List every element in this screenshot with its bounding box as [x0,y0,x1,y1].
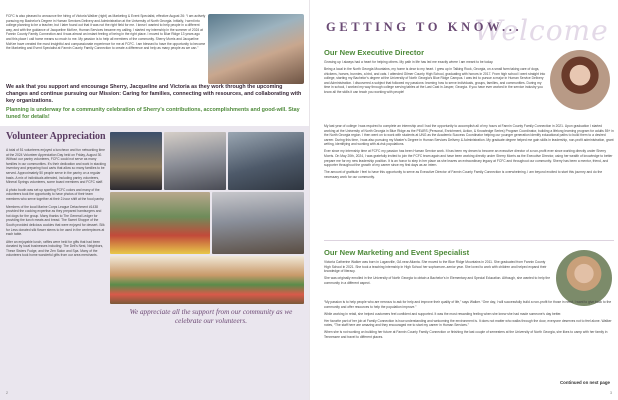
page-title: GETTING TO KNOW... [326,20,523,34]
director-paragraph: My last year of college I was required to complete an internship and I had the opportunity to accomplish all of my hours at Fannin County Family Connection in 2021. Upon graduation I started working at the University of North Georgia in Blue Ridge as the PEARS (Personal, Enrichment, Action, & Knowledge Series) Program Coordinator, building a lifelong learning program for adults 55+ in the North Georgia region. I then went on to work with students at UNG as the Academic Success Coordinator helping our younger generation identify educational paths to build them to a desired career. During this time, I was also pursuing my Master’s Degree in Human Services Delivery & Administration. My graduate degree helped me gain skills in leadership, non-profit administration, grant writing, identifying and working with at-risk populations. [324,124,614,147]
director-title: Our New Executive Director [324,48,425,57]
welcome-script: Welcome [474,14,609,47]
marketing-paragraph: “My passion is to help people who are nervous to ask for help and improve their quality of life,” says Walker. “One day, I will successfully build a non-profit for those in need. I want to give back to the community and offer resources to help the population improve.” [324,300,612,309]
volunteer-photo [212,192,304,254]
director-paragraph: The amount of gratitude I feel to have this opportunity to serve as Executive Director of Fannin County Family Connection is overwhelming. I am beyond excited to start this journey and do the necessary work for our community. [324,170,603,179]
marketing-text-top [324,260,552,288]
volunteer-quote: We appreciate all the support from our community as we celebrate our volunteers. [129,308,293,325]
volunteer-photo [110,192,210,254]
director-paragraph: Growing up I always had a heart for helping others. My path in life has led me exactly where I am meant to be today. [324,60,494,64]
marketing-title: Our New Marketing and Event Specialist [324,248,470,257]
volunteer-photo [228,132,304,190]
callout-green: Planning is underway for a community celebration of Sherry’s contributions, accomplishments and good-will. Stay tuned for details! [6,107,300,120]
callout [6,84,304,121]
page-number: 3 [610,391,612,395]
director-portrait [550,50,610,110]
marketing-paragraph: Victoria Catherine Walker was born in Loganville, GA near Atlanta. She moved to the Blue Ridge Mountains in 2011. She graduated from Fannin County High School in 2021. She took a teaching internship in High School her sophomore–senior year. She loved to work with children and helped expand their knowledge of literacy. [324,260,547,274]
volunteer-photo [110,132,162,190]
marketing-paragraph: She was originally enrolled in the University of North Georgia to obtain a Bachelor’s in Elementary and Special Education. Although, she wanted to help the community in a different aspect. [324,276,551,285]
continued-note: Continued on next page [559,380,610,385]
volunteer-paragraph: A photo booth was set up sporting FCFC colors and many of the volunteers took the opportunity to have photos of their team members who serve together at their 2-hour shift at the food pantry. [6,187,105,201]
director-paragraph: Ever since my internship time at FCFC my passion has been Human Service work. It has been my dream to become an executive director of a non-profit ever since working directly under Sherry Morris. On May 20th, 2024, I was gratefully invited to join the FCFC team again and have been working directly under Sherry Morris as the Executive Director, using her wealth of knowledge to better prepare me for my new leadership position. It is an honor to step in her place as she leaves an extraordinary legacy at FCFC and throughout our community. Sherry has been a mentor, friend, and supporter throughout the growth of my career since my first days as an intern. [324,149,613,168]
page-number: 2 [6,391,8,395]
right-page [309,0,618,400]
callout-main: We ask that you support and encourage Sherry, Jacqueline and Victoria as they work through the upcoming changes and continue pursuing our Mission: Caring for families, connecting with resources, and collaborating with key organizations. [6,84,302,104]
page-heading [324,12,614,46]
volunteer-photo [110,256,304,304]
volunteer-paragraph: Members of the local Marine Corps League Detachment #1438 provided the cooking expertise as they prepared hamburgers and hot dogs for the group. Many thanks to The General Ledger for providing the lunch meats and bread. The Sweet Shoppe of the South provided delicious cookies that were enjoyed for dessert. Silk for Less donated silk flower stems to be used in the centerpieces at each table. [6,204,105,237]
volunteer-text [6,148,106,261]
section-divider [324,240,614,241]
victoria-photo [208,14,304,84]
marketing-paragraph: Her favorite part of her job at Family Connection is how understanding and welcoming the environment is. It does not matter who walks through the door, everyone deserves not to feel alone. Walker notes, “The staff here are amazing and they encouraged me to start my career in Human Services.” [324,318,612,328]
marketing-paragraph: When she is not working on building her future at Fannin County Family Connection or finishing the last couple of semesters at the University of North Georgia, she likes to camp with her family in Tennessee and travel to different places. [324,330,608,340]
director-text-top [324,60,546,97]
volunteer-paragraph: After an enjoyable lunch, raffles were held for gifts that had been donated by local businesses including: The Deli’s Nest, Neighbors, These Sisters Fudge, and the Zen Salon and Spa. Many of the volunteers took home wonderful gifts from our area merchants. [6,239,104,258]
intro-paragraph: FCFC is also pleased to announce the hiring of Victoria Walker (right) as Marketing & Event Specialist, effective August 26: “I am actively pursuing my Bachelor’s Degree in Human Services Delivery and Administration at the University of North Georgia. Initially, I went into college planning to be a teacher, but I later found out that it was not the right field for me. I knew I wanted to help people in a different way, and with the guidance of Jacqueline McKee, Human Services became my calling. I started my internship in the summer of 2024 at Fannin County Family Connection and it was almost an instant feeling of being in the right place. I moved to Blue Ridge 13 years ago and this place I call home means so much to me. My passion is to help all members of the community. Sherry Morris and Jacqueline McKee have created the most insightful and compassionate experience for me at FCFC. I am blessed to have the opportunity to become the Marketing and Event Specialist at Fannin County Family Connection to create a difference and help as many people as we can.” [6,14,206,51]
volunteer-photo [164,132,226,190]
volunteer-title: Volunteer Appreciation [6,131,106,142]
director-paragraph: Being a local in the North Georgia Mountains, my home is dear to my heart. I grew up in Talking Rock, Georgia, on a small farm taking care of dogs, chickens, horses, bunnies, a bird, and cats. I attended Gilmer County High School, graduating with honors in 2017. From high school I went straight into college, starting my Bachelor’s degree at the University of North Georgia’s Blue Ridge Campus. I was led to pursue a major in Human Service Delivery and Administration. I discovered a subject that followed my passions: learning how to serve individuals, groups, families, and communities. During my time in school, I worked my way through college serving tables at the Last Cast in Jasper, Georgia. If you have ever worked in the service industry you know all the skills it can teach you working with people! [324,67,546,95]
marketing-text-bottom [324,300,614,342]
specialist-portrait [556,250,612,306]
director-text-bottom [324,124,614,182]
volunteer-paragraph: A total of 51 volunteers enjoyed a luncheon and fun networking time at the 2024 Volunteer Appreciation Day held on Friday, August 30. Without our pantry volunteers, FCFC could not serve as many families in our communities. It’s their dedication and work in stacking inventory and preparing food carts that allow so many families to be served. Approximately 50 people serve in the pantry on a regular basis. A mix of individuals attended, including pantry volunteers, Mineral Springs volunteers, some board members and FCFC staff. [6,148,106,185]
marketing-paragraph: While working in retail, she helped customers feel confident and supported. It was the most rewarding feeling when she knew she had made someone’s day better. [324,311,562,316]
